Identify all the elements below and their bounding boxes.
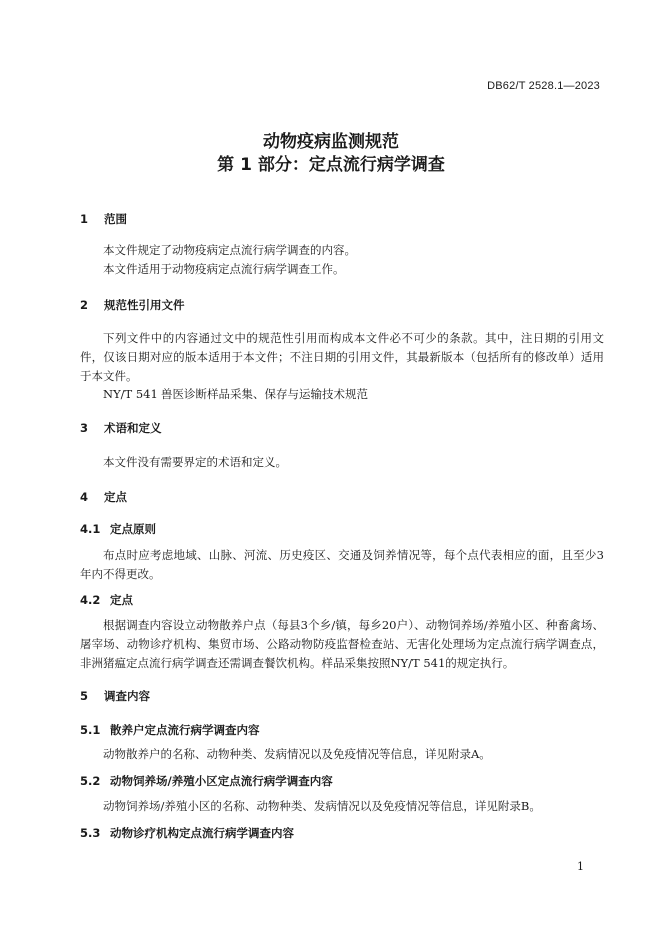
paragraph: 本文件没有需要界定的术语和定义。 xyxy=(103,455,287,469)
section-heading-4 xyxy=(80,489,127,505)
section-title: 定点原则 xyxy=(110,522,156,536)
paragraph: 本文件规定了动物疫病定点流行病学调查的内容。 xyxy=(103,243,356,257)
section-title: 术语和定义 xyxy=(104,421,162,435)
paragraph: 动物饲养场/养殖小区的名称、动物种类、发病情况以及免疫情况等信息，详见附录B。 xyxy=(103,799,541,813)
document-subtitle: 第 1 部分：定点流行病学调查 xyxy=(217,155,445,175)
section-title: 动物饲养场/养殖小区定点流行病学调查内容 xyxy=(110,774,333,788)
section-number: 4.1 xyxy=(80,522,101,536)
section-heading-4-2 xyxy=(80,592,133,608)
section-number: 4.2 xyxy=(80,593,101,607)
section-heading-5-3 xyxy=(80,825,294,841)
page-number: 1 xyxy=(577,860,584,873)
section-heading-3 xyxy=(80,420,162,436)
section-heading-5-1 xyxy=(80,722,260,738)
section-title: 规范性引用文件 xyxy=(104,298,185,312)
section-number: 5.2 xyxy=(80,774,101,788)
section-heading-2 xyxy=(80,297,185,313)
reference-item xyxy=(103,386,368,402)
section-number: 2 xyxy=(80,298,89,312)
section-title: 定点 xyxy=(104,490,127,504)
paragraph: 本文件适用于动物疫病定点流行病学调查工作。 xyxy=(103,262,345,276)
section-title: 范围 xyxy=(104,212,127,226)
document-title: 动物疫病监测规范 xyxy=(263,132,399,152)
section-heading-4-1 xyxy=(80,521,156,537)
paragraph: 下列文件中的内容通过文中的规范性引用而构成本文件必不可少的条款。其中，注日期的引用文件，仅该日期对应的版本适用于本文件；不注日期的引用文件，其最新版本（包括所有的修改单）适用于本文件。 xyxy=(80,331,604,383)
section-title: 调查内容 xyxy=(104,689,150,703)
paragraph: 布点时应考虑地域、山脉、河流、历史疫区、交通及饲养情况等，每个点代表相应的面，且至少3年内不得更改。 xyxy=(80,548,604,581)
section-title: 动物诊疗机构定点流行病学调查内容 xyxy=(110,826,294,840)
reference-title: 兽医诊断样品采集、保存与运输技术规范 xyxy=(161,387,368,401)
section-title: 定点 xyxy=(110,593,133,607)
section-number: 5 xyxy=(80,689,89,703)
section-number: 1 xyxy=(80,212,89,226)
section-heading-1 xyxy=(80,211,127,227)
section-number: 4 xyxy=(80,490,89,504)
section-number: 3 xyxy=(80,421,89,435)
section-number: 5.3 xyxy=(80,826,101,840)
section-heading-5 xyxy=(80,688,150,704)
section-title: 散养户定点流行病学调查内容 xyxy=(110,723,260,737)
section-heading-5-2 xyxy=(80,773,333,789)
paragraph: 动物散养户的名称、动物种类、发病情况以及免疫情况等信息，详见附录A。 xyxy=(103,747,491,761)
reference-code: NY/T 541 xyxy=(103,387,158,401)
document-number: DB62/T 2528.1—2023 xyxy=(487,80,600,92)
section-number: 5.1 xyxy=(80,723,101,737)
paragraph: 根据调查内容设立动物散养户点（每县3个乡/镇，每乡20户）、动物饲养场/养殖小区、种畜禽场、屠宰场、动物诊疗机构、集贸市场、公路动物防疫监督检查站、无害化处理场为定点流行病学调查点，非洲猪瘟定点流行病学调查还需调查餐饮机构。样品采集按照NY/T 541的规定执行。 xyxy=(80,618,604,670)
